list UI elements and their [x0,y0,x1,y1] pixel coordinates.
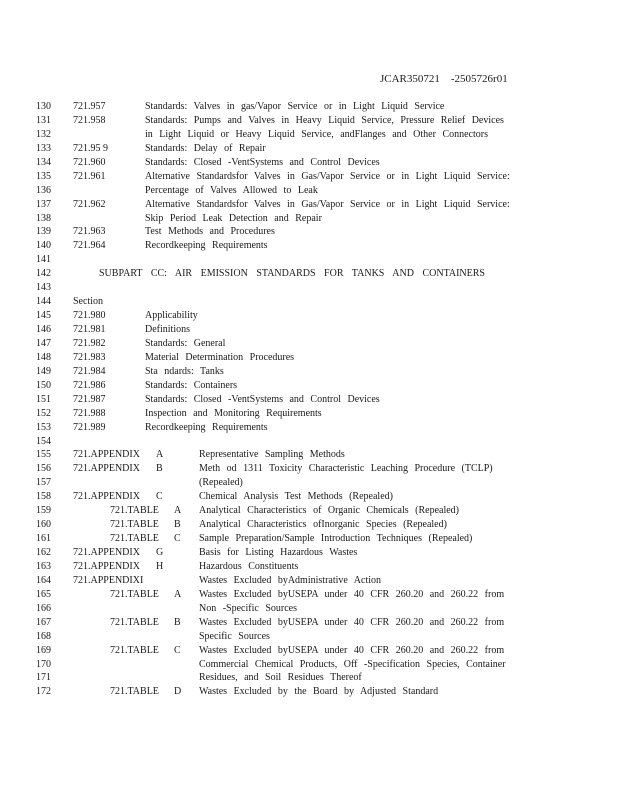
appendix-title: Hazardous Constituents [199,560,299,572]
line-number: 146 [36,324,51,335]
section-number: 721.958 [73,114,106,126]
line-number: 145 [36,310,51,322]
section-title: Recordkeeping Requirements [145,421,268,433]
section-title: Alternative Standardsfor Valves in Gas/Vapor Service or in Light Liquid Service: [145,198,510,210]
line-number: 152 [36,407,51,419]
toc-line [0,532,618,546]
line-number: 158 [36,491,51,503]
section-title: Alternative Standardsfor Valves in Gas/Vapor Service or in Light Liquid Service: [145,170,510,182]
line-number: 147 [36,337,51,349]
line-number: 143 [36,282,51,294]
line-number: 135 [36,170,51,182]
toc-line [0,114,618,128]
line-number: 148 [36,351,51,363]
toc-line [0,616,618,630]
appendix-title: Wastes Excluded byUSEPA under 40 CFR 260.20 and 260.22 from [199,644,505,656]
toc-line [0,365,618,379]
section-title: Test Methods and Procedures [145,226,275,238]
toc-line [0,212,618,226]
line-number: 167 [36,616,51,628]
appendix-title: (Repealed) [199,477,243,489]
line-number: 136 [36,184,51,196]
appendix-letter: G [156,547,164,558]
line-number: 166 [36,602,51,614]
line-number: 149 [36,365,51,377]
appendix-title: Wastes Excluded byAdministrative Action [199,574,381,586]
section-title: Standards: Containers [145,379,238,391]
appendix-title: Wastes Excluded byUSEPA under 40 CFR 260.20 and 260.22 from [199,616,505,628]
appendix-label: 721.APPENDIX [73,449,140,461]
line-number: 159 [36,505,51,517]
appendix-title: Residues, and Soil Residues Thereof [199,672,362,684]
table-letter: B [174,616,181,628]
line-number: 132 [36,128,51,140]
section-number: 721.957 [73,101,106,112]
toc-line [0,100,618,114]
line-number: 157 [36,477,51,489]
line-number: 151 [36,393,51,405]
appendix-title: Analytical Characteristics of Organic Chemicals (Repealed) [199,505,459,517]
toc-line [0,546,618,560]
section-title: Inspection and Monitoring Requirements [145,407,322,419]
toc-line [0,309,618,323]
table-label: 721.TABLE [110,644,159,656]
appendix-letter: H [156,560,164,572]
section-number: 721.983 [73,351,106,363]
table-label: 721.TABLE [110,686,159,698]
toc-line [0,588,618,602]
appendix-title: Basis for Listing Hazardous Wastes [199,547,358,558]
line-number: 168 [36,630,51,642]
toc-line [0,421,618,435]
section-number: 721.987 [73,393,106,405]
toc-line [0,435,618,449]
toc-line [0,239,618,253]
toc-line [0,142,618,156]
appendix-label: 721.APPENDIX [73,491,140,503]
section-number: 721.988 [73,407,106,419]
line-number: 150 [36,379,51,391]
line-number: 142 [36,268,51,280]
toc-line [0,253,618,267]
appendix-letter: C [156,491,163,503]
toc-line [0,198,618,212]
toc-line [0,295,618,309]
section-title: Sta ndards: Tanks [145,365,224,377]
toc-line [0,393,618,407]
toc-line [0,658,618,672]
appendix-label: 721.APPENDIX [73,560,140,572]
toc-line [0,476,618,490]
appendix-label: 721.APPENDIX [73,463,140,475]
line-number: 160 [36,519,51,531]
section-number: 721.963 [73,226,106,238]
section-title: Applicability [145,310,198,322]
section-title: in Light Liquid or Heavy Liquid Service, andFlanges and Other Connectors [145,128,488,140]
section-number: 721.964 [73,240,106,252]
appendix-title: Specific Sources [199,630,270,642]
appendix-title: Sample Preparation/Sample Introduction Techniques (Repealed) [199,533,473,545]
line-number: 137 [36,198,51,210]
appendix-label: 721.APPENDIXI [73,574,144,586]
line-number: 139 [36,226,51,238]
appendix-title: Non -Specific Sources [199,602,297,614]
section-number: 721.981 [73,324,106,335]
appendix-title: Analytical Characteristics ofInorganic Species (Repealed) [199,519,447,531]
section-number: 721.982 [73,337,106,349]
section-title: Standards: General [145,337,226,349]
table-of-contents [0,100,618,699]
section-title: Standards: Closed -VentSystems and Control Devices [145,156,380,168]
toc-line [0,184,618,198]
line-number: 162 [36,547,51,558]
toc-line [0,351,618,365]
line-number: 154 [36,435,51,447]
section-title: Material Determination Procedures [145,351,295,363]
line-number: 169 [36,644,51,656]
toc-line [0,560,618,574]
line-number: 140 [36,240,51,252]
table-letter: A [174,588,182,600]
line-number: 156 [36,463,51,475]
toc-line [0,337,618,351]
line-number: 141 [36,254,51,266]
appendix-title: Wastes Excluded by the Board by Adjusted Standard [199,686,439,698]
appendix-title: Commercial Chemical Products, Off -Specification Species, Container [199,658,506,670]
line-number: 144 [36,296,51,308]
table-label: 721.TABLE [110,533,159,545]
toc-line [0,671,618,685]
line-number: 130 [36,101,51,112]
section-number: 721.984 [73,365,106,377]
table-label: 721.TABLE [110,505,159,517]
section-number: 721.960 [73,156,106,168]
appendix-letter: B [156,463,163,475]
line-number: 164 [36,574,51,586]
table-letter: C [174,533,181,545]
table-letter: D [174,686,182,698]
section-title: Standards: Pumps and Valves in Heavy Liquid Service, Pressure Relief Devices [145,114,504,126]
line-number: 171 [36,672,51,684]
toc-line [0,225,618,239]
line-number: 161 [36,533,51,545]
appendix-label: 721.APPENDIX [73,547,140,558]
table-label: 721.TABLE [110,519,159,531]
toc-line [0,170,618,184]
section-number: 721.962 [73,198,106,210]
toc-line [0,448,618,462]
section-title: Recordkeeping Requirements [145,240,268,252]
line-number: 170 [36,658,51,670]
section-number: 721.989 [73,421,106,433]
appendix-title: Wastes Excluded byUSEPA under 40 CFR 260.20 and 260.22 from [199,588,505,600]
section-number: 721.95 9 [73,142,108,154]
toc-line [0,644,618,658]
line-number: 163 [36,560,51,572]
appendix-title: Meth od 1311 Toxicity Characteristic Leaching Procedure (TCLP) [199,463,493,475]
subpart-heading: SUBPART CC: AIR EMISSION STANDARDS FOR TANKS AND CONTAINERS [99,268,485,280]
section-title: Standards: Valves in gas/Vapor Service or in Light Liquid Service [145,101,445,112]
toc-line [0,602,618,616]
line-number: 155 [36,449,51,461]
appendix-title: Chemical Analysis Test Methods (Repealed) [199,491,393,503]
toc-line [0,128,618,142]
section-title: Percentage of Valves Allowed to Leak [145,184,318,196]
table-letter: C [174,644,181,656]
section-number: 721.986 [73,379,106,391]
toc-line [0,407,618,421]
toc-line [0,379,618,393]
toc-line [0,281,618,295]
toc-line [0,490,618,504]
toc-line [0,323,618,337]
toc-line [0,267,618,281]
section-number: 721.961 [73,170,106,182]
section-title: Standards: Delay of Repair [145,142,266,154]
line-number: 172 [36,686,51,698]
section-number: 721.980 [73,310,106,322]
appendix-title: Representative Sampling Methods [199,449,345,461]
line-number: 131 [36,114,51,126]
document-id: JCAR350721 -2505726r01 [380,73,508,85]
table-label: 721.TABLE [110,616,159,628]
table-letter: B [174,519,181,531]
toc-line [0,504,618,518]
line-number: 133 [36,142,51,154]
table-label: 721.TABLE [110,588,159,600]
line-number: 153 [36,421,51,433]
toc-line [0,630,618,644]
section-number: Section [73,296,103,308]
toc-line [0,156,618,170]
table-letter: A [174,505,182,517]
line-number: 165 [36,588,51,600]
toc-line [0,685,618,699]
section-title: Skip Period Leak Detection and Repair [145,212,322,224]
section-title: Definitions [145,324,190,335]
line-number: 138 [36,212,51,224]
toc-line [0,462,618,476]
toc-line [0,518,618,532]
section-title: Standards: Closed -VentSystems and Control Devices [145,393,380,405]
appendix-letter: A [156,449,164,461]
toc-line [0,574,618,588]
line-number: 134 [36,156,51,168]
